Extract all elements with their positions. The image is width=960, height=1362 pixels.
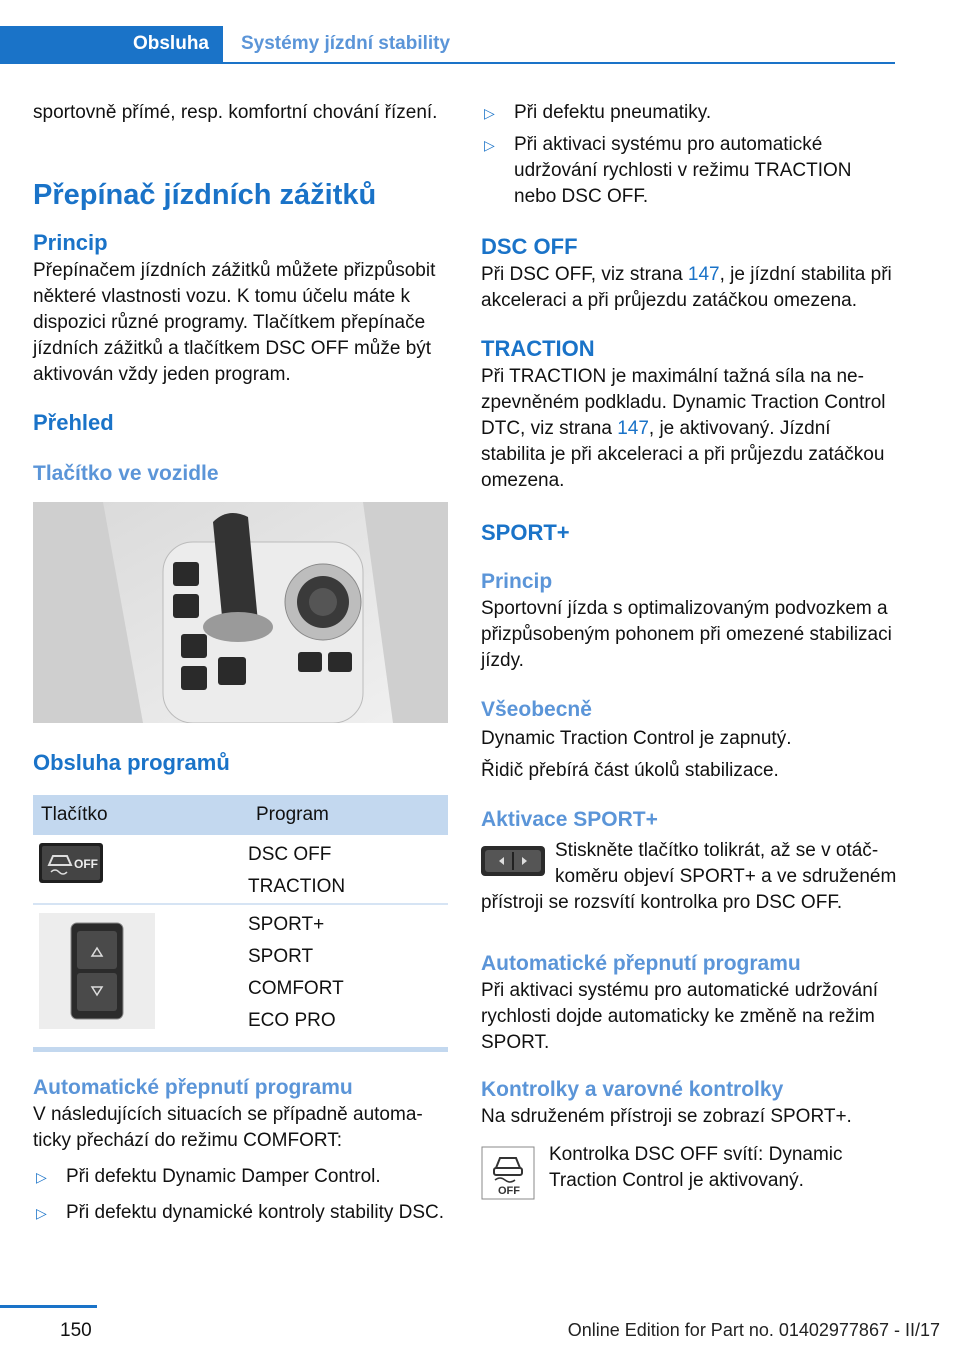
dsc-off-text-a: Při DSC OFF, viz strana bbox=[481, 264, 688, 285]
rocker-button-icon bbox=[481, 844, 545, 878]
dsc-off-heading: DSC OFF bbox=[481, 234, 578, 259]
bullet-text: Při aktivaci systému pro automatické udržování rychlosti v režimu TRACTION nebo DSC OFF. bbox=[514, 134, 852, 207]
bullet-text: Při defektu Dynamic Damper Control. bbox=[66, 1166, 381, 1187]
kontrolka-text: Kontrolka DSC OFF svítí: Dynamic Traction Control je aktivovaný. bbox=[549, 1144, 843, 1191]
dsc-off-text-b: , je jízdní stabilita při akceleraci a při průjezdu zatáčkou omezena. bbox=[481, 264, 892, 311]
page-link-147[interactable]: 147 bbox=[687, 264, 720, 285]
dsc-off-button-icon bbox=[39, 843, 103, 883]
kontrolky-text: Na sdruženém přístroji se zobrazí SPORT+. bbox=[481, 1106, 852, 1127]
program-eco-pro: ECO PRO bbox=[248, 1010, 336, 1031]
program-traction: TRACTION bbox=[248, 876, 346, 897]
program-comfort: COMFORT bbox=[248, 978, 344, 999]
dsc-button-cell bbox=[33, 835, 248, 904]
program-sport: SPORT bbox=[248, 946, 314, 967]
program-table bbox=[33, 795, 448, 1052]
traction-text-b: , je aktivovaný. Jízdní stabilita je při akceleraci a při průjezdu zatáčkou omezena. bbox=[481, 418, 885, 491]
auto-switch-text-right: Při aktivaci systému pro automatické udržování rychlosti dojde automaticky ke změně na režim SPORT. bbox=[481, 980, 879, 1053]
sport-princip-text: Sportovní jízda s optimalizovaným podvozkem a přizpůsobeným pohonem při omezené stabilizaci jízdy. bbox=[481, 598, 892, 671]
princip-text: Přepínačem jízdních zážitků můžete přizpůsobit některé vlastnosti vozu. K tomu účelu máte k dispozici různé programy. Tlačítkem přepínače jízdních zážitků a tlačítkem DSC OFF může být aktivován vždy jeden program. bbox=[33, 260, 436, 385]
right-column bbox=[481, 100, 897, 1200]
obsluha-heading: Obsluha programů bbox=[33, 750, 230, 775]
table-header-program: Program bbox=[248, 795, 448, 835]
traction-text-a: Při TRACTION je maximální tažná síla na nezpevněném podkladu. Dynamic Traction Control DTC, viz strana bbox=[481, 366, 886, 439]
page-link-147[interactable]: 147 bbox=[617, 418, 649, 439]
tlacitko-heading: Tlačítko ve vozidle bbox=[33, 462, 219, 485]
bullet-triangle-icon: ▷ bbox=[36, 1169, 47, 1185]
dsc-off-text bbox=[481, 262, 897, 314]
vseobecne-heading: Všeobecně bbox=[481, 698, 592, 721]
bullet-text: Při defektu dynamické kontroly stability DSC. bbox=[66, 1202, 445, 1223]
aktivace-text: Stiskněte tlačítko tolikrát, až se v otáčkoměru objeví SPORT+ a ve sdruženém přístroji se rozsvítí kontrolka pro DSC OFF. bbox=[481, 840, 897, 913]
list-item bbox=[33, 1164, 448, 1190]
sport-plus-heading: SPORT+ bbox=[481, 520, 570, 545]
program-list-2 bbox=[248, 904, 448, 1050]
aktivace-block bbox=[481, 838, 897, 916]
bullet-triangle-icon: ▷ bbox=[484, 105, 495, 121]
princip-heading: Princip bbox=[33, 230, 108, 255]
traction-heading: TRACTION bbox=[481, 336, 595, 361]
bullet-triangle-icon: ▷ bbox=[484, 137, 495, 153]
tab-obsluha[interactable]: Obsluha bbox=[0, 26, 223, 62]
console-photo bbox=[33, 502, 448, 723]
kontrolka-block bbox=[481, 1142, 897, 1197]
table-header-tlacitko: Tlačítko bbox=[33, 795, 248, 835]
rocker-button-cell bbox=[33, 904, 248, 1050]
footer-line bbox=[0, 1305, 97, 1308]
vseobecne-text-2: Řidič přebírá část úkolů stabilizace. bbox=[481, 760, 779, 781]
intro-text: sportovně přímé, resp. komfortní chování řízení. bbox=[33, 102, 438, 123]
sport-princip-heading: Princip bbox=[481, 570, 553, 593]
table-row bbox=[33, 835, 448, 904]
prehled-heading: Přehled bbox=[33, 410, 114, 435]
vseobecne-text-1: Dynamic Traction Control je zapnutý. bbox=[481, 728, 792, 749]
table-row bbox=[33, 904, 448, 1050]
tab-systemy-jizdni-stability[interactable]: Systémy jízdní stability bbox=[241, 33, 451, 54]
kontrolky-heading: Kontrolky a varovné kontrolky bbox=[481, 1078, 784, 1101]
list-item bbox=[481, 132, 897, 210]
page-title: Přepínač jízdních zážitků bbox=[33, 179, 377, 211]
dsc-off-indicator-label: OFF bbox=[498, 1185, 520, 1197]
table-header-row bbox=[33, 795, 448, 835]
mode-rocker-switch-icon bbox=[39, 913, 155, 1029]
edition-text: Online Edition for Part no. 01402977867 - II/17 bbox=[567, 1320, 940, 1340]
left-column bbox=[33, 100, 448, 1226]
dsc-off-indicator-icon bbox=[481, 1146, 535, 1200]
auto-switch-heading-right: Automatické přepnutí programu bbox=[481, 952, 801, 975]
dsc-button-label: OFF bbox=[74, 857, 98, 871]
bullet-triangle-icon: ▷ bbox=[36, 1205, 47, 1221]
list-item bbox=[33, 1200, 448, 1226]
header-tab-bar bbox=[0, 26, 895, 64]
traction-text bbox=[481, 364, 897, 494]
program-dsc-off: DSC OFF bbox=[248, 844, 332, 865]
program-list-1 bbox=[248, 835, 448, 904]
aktivace-heading: Aktivace SPORT+ bbox=[481, 808, 658, 831]
bullet-text: Při defektu pneumatiky. bbox=[514, 102, 712, 123]
auto-switch-text: V následujících situacích se případně automaticky přechází do režimu COMFORT: bbox=[33, 1104, 423, 1151]
page-number: 150 bbox=[60, 1320, 92, 1341]
list-item bbox=[481, 100, 897, 126]
auto-switch-heading: Automatické přepnutí programu bbox=[33, 1076, 353, 1099]
program-sport-plus: SPORT+ bbox=[248, 914, 325, 935]
